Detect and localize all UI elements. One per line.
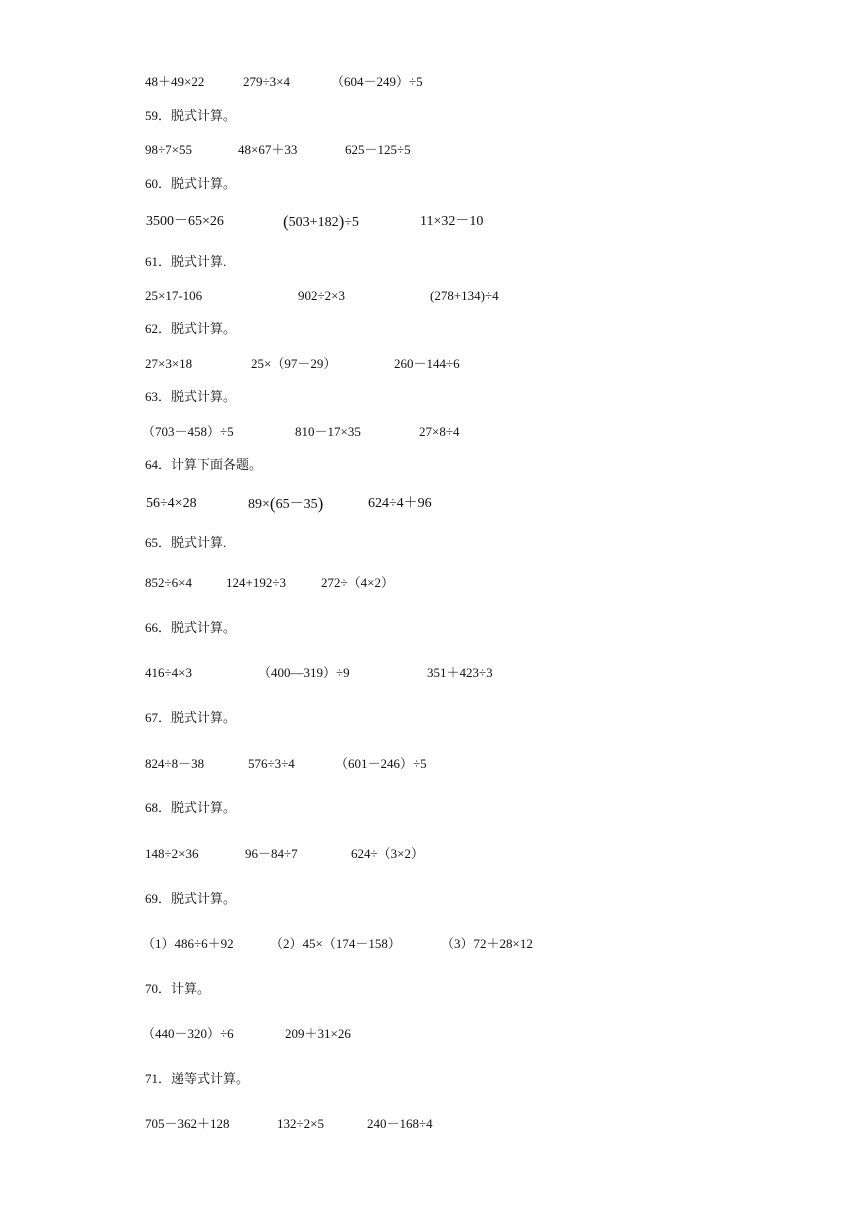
- expression: （2）45×（174－158）: [270, 936, 401, 951]
- expression: 260－144÷6: [394, 356, 460, 371]
- expression: 351＋423÷3: [427, 665, 493, 680]
- question-heading-63: 63．脱式计算。: [145, 389, 237, 404]
- expression: 132÷2×5: [277, 1116, 324, 1131]
- expression: 25×17-106: [145, 288, 203, 303]
- expression: 56÷4×28: [146, 496, 197, 511]
- open-paren: (: [283, 212, 289, 231]
- expression: 240－168÷4: [367, 1116, 433, 1131]
- expression: （400—319）÷9: [258, 665, 350, 680]
- expression: 279÷3×4: [243, 74, 290, 89]
- expression: 576÷3÷4: [248, 756, 295, 771]
- question-heading-69: 69．脱式计算。: [145, 891, 237, 906]
- expression: （440－320）÷6: [142, 1026, 234, 1041]
- expression: 3500－65×26: [146, 214, 224, 229]
- expression-inner: 503+182: [288, 215, 339, 230]
- expression: 272÷（4×2）: [321, 575, 394, 590]
- expression: （703－458）÷5: [142, 424, 234, 439]
- expression: 625－125÷5: [345, 142, 411, 157]
- question-heading-60: 60．脱式计算。: [145, 176, 237, 191]
- expression: 96－84÷7: [245, 846, 298, 861]
- question-heading-59: 59．脱式计算。: [145, 108, 237, 123]
- expression: [248, 495, 323, 514]
- expression: （3）72＋28×12: [441, 936, 533, 951]
- expression: （601－246）÷5: [335, 756, 427, 771]
- expression: 705－362＋128: [145, 1116, 230, 1131]
- close-paren: ): [317, 494, 324, 513]
- expression: [283, 213, 359, 232]
- expression: 416÷4×3: [145, 665, 192, 680]
- question-heading-66: 66．脱式计算。: [145, 620, 237, 635]
- expression: 124+192÷3: [226, 575, 286, 590]
- expression: 11×32－10: [420, 214, 484, 229]
- expression: 27×3×18: [145, 356, 193, 371]
- expression: 902÷2×3: [298, 288, 345, 303]
- close-paren: ): [338, 212, 345, 231]
- question-heading-70: 70．计算。: [145, 981, 211, 996]
- question-heading-65: 65．脱式计算.: [145, 535, 227, 550]
- expression: 48＋49×22: [145, 74, 205, 89]
- expression-inner: 65－35: [275, 497, 318, 512]
- question-heading-68: 68．脱式计算。: [145, 800, 237, 815]
- expression-head: 89×: [248, 497, 270, 512]
- expression: 624÷（3×2）: [351, 846, 424, 861]
- expression: 824÷8－38: [145, 756, 205, 771]
- expression: 810－17×35: [295, 424, 361, 439]
- question-heading-67: 67．脱式计算。: [145, 710, 237, 725]
- question-heading-61: 61．脱式计算.: [145, 254, 227, 269]
- expression: 48×67＋33: [238, 142, 298, 157]
- expression: (278+134)÷4: [430, 288, 499, 303]
- open-paren: (: [269, 494, 276, 513]
- question-heading-62: 62．脱式计算。: [145, 321, 237, 336]
- expression-tail: ÷5: [344, 215, 359, 230]
- expression: 624÷4＋96: [368, 496, 432, 511]
- expression: 852÷6×4: [145, 575, 192, 590]
- expression: 27×8÷4: [419, 424, 460, 439]
- question-heading-64: 64．计算下面各题。: [145, 457, 263, 472]
- expression: （1）486÷6＋92: [142, 936, 234, 951]
- expression: 25×（97－29）: [251, 356, 337, 371]
- expression: 98÷7×55: [145, 142, 192, 157]
- expression: （604－249）÷5: [331, 74, 423, 89]
- expression: 148÷2×36: [145, 846, 199, 861]
- expression: 209＋31×26: [285, 1026, 351, 1041]
- question-heading-71: 71．递等式计算。: [145, 1071, 250, 1086]
